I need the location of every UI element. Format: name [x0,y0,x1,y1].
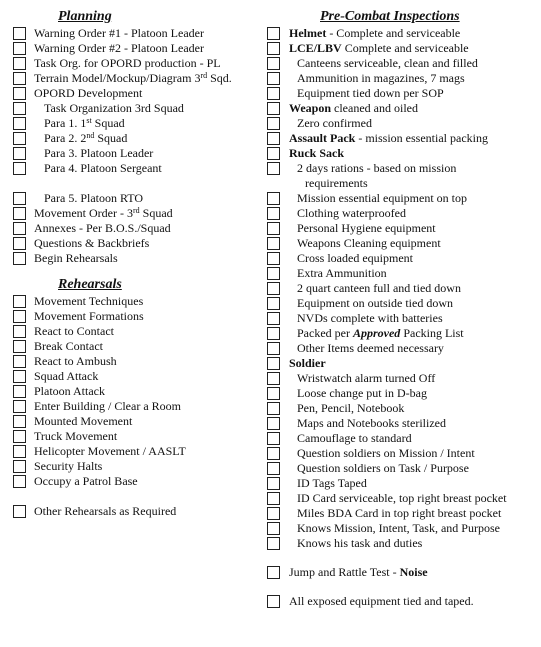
item-text-part: Maps and Notebooks sterilized [297,416,446,430]
item-label [297,476,367,491]
checkbox[interactable] [267,237,280,250]
item-label [297,296,453,311]
item-text-part: Squad Attack [34,369,99,383]
checkbox[interactable] [13,340,26,353]
item-label [34,339,103,354]
item-label [44,101,184,116]
item-text-part: LCE/LBV [289,41,342,55]
checkbox[interactable] [267,192,280,205]
checklist-item [267,594,537,609]
checkbox[interactable] [13,27,26,40]
checklist-item [267,221,537,236]
item-label [297,161,456,176]
checklist-item [267,236,537,251]
checkbox[interactable] [13,117,26,130]
checkbox[interactable] [267,417,280,430]
item-text-part: OPORD Development [34,86,143,100]
extra-list [267,565,537,609]
item-label [34,384,105,399]
item-text-part: React to Ambush [34,354,117,368]
checkbox[interactable] [13,237,26,250]
rehearsals-list [13,294,268,519]
checklist-item [267,431,537,446]
checkbox[interactable] [267,282,280,295]
item-label [289,26,460,41]
checkbox[interactable] [13,325,26,338]
left-column [13,8,268,519]
item-label [297,461,469,476]
checklist-item [13,309,268,324]
checklist-item [267,326,537,341]
item-text-part: Question soldiers on Mission / Intent [297,446,475,460]
checkbox[interactable] [13,252,26,265]
item-label [289,594,474,609]
item-text-part: Para 2. 2 [44,131,87,145]
item-text-part: Miles BDA Card in top right breast pocket [297,506,502,520]
checkbox[interactable] [267,132,280,145]
checkbox[interactable] [13,385,26,398]
item-text-part: Helmet [289,26,327,40]
checklist-item [13,146,268,161]
item-label [297,251,413,266]
item-text-part: ID Card serviceable, top right breast pocket [297,491,507,505]
checklist-item [267,176,537,191]
checkbox[interactable] [13,475,26,488]
item-label [297,371,435,386]
item-label [289,356,326,371]
checkbox[interactable] [13,207,26,220]
item-label [34,459,102,474]
checkbox[interactable] [13,42,26,55]
item-label [289,131,488,146]
item-text-part: React to Contact [34,324,114,338]
checkbox[interactable] [267,447,280,460]
checkbox[interactable] [267,507,280,520]
item-text-part: ID Tags Taped [297,476,367,490]
item-text-part: Para 5. Platoon RTO [44,191,144,205]
item-text-part: Para 3. Platoon Leader [44,146,154,160]
checkbox[interactable] [267,462,280,475]
item-text-part: Mounted Movement [34,414,133,428]
item-label [297,86,444,101]
item-label [34,56,221,71]
item-label [34,474,138,489]
item-label [34,86,142,101]
item-text-part: rd [200,71,208,80]
checklist-item [267,131,537,146]
item-text-part: Platoon Attack [34,384,105,398]
checklist-item [267,41,537,56]
item-text-part: Begin Rehearsals [34,251,118,265]
checkbox[interactable] [267,566,280,579]
item-label [289,146,344,161]
checklist-item [13,384,268,399]
item-label [297,386,427,401]
checklist-item [13,429,268,444]
item-text-part: Enter Building / Clear a Room [34,399,181,413]
item-label [289,565,428,580]
checkbox[interactable] [13,102,26,115]
checkbox[interactable] [267,327,280,340]
item-label [297,236,441,251]
checkbox[interactable] [267,207,280,220]
item-label [34,251,118,266]
checklist-item [267,491,537,506]
checklist-item [267,116,537,131]
checkbox[interactable] [267,72,280,85]
checklist-item [13,161,268,176]
checkbox[interactable] [267,102,280,115]
checkbox[interactable] [13,430,26,443]
item-text-part: Knows Mission, Intent, Task, and Purpose [297,521,500,535]
checklist-item [13,101,268,116]
item-text-part: Personal Hygiene equipment [297,221,436,235]
checklist-item [13,251,268,266]
checkbox[interactable] [267,162,280,175]
item-text-part: Complete and serviceable [341,41,469,55]
item-label [34,504,176,519]
item-text-part: cleaned and oiled [331,101,418,115]
item-text-part: Task Organization 3rd Squad [44,101,184,115]
checkbox[interactable] [267,87,280,100]
checkbox[interactable] [13,87,26,100]
checklist-item [13,206,268,221]
item-text-part: 2 days rations - based on mission [297,161,457,175]
checklist-item [13,339,268,354]
item-text-part: Squad [91,116,125,130]
checklist-item [267,71,537,86]
item-text-part: Noise [399,565,428,579]
item-label [297,536,422,551]
checkbox[interactable] [267,595,280,608]
checkbox[interactable] [267,477,280,490]
checklist-item [267,356,537,371]
item-label [297,416,446,431]
item-text-part: Squad [94,131,128,145]
checklist-item [267,101,537,116]
planning-heading: Planning [58,9,112,24]
checklist-item [13,399,268,414]
item-text-part: Question soldiers on Task / Purpose [297,461,469,475]
rehearsals-heading: Rehearsals [58,277,122,292]
checklist-item [267,206,537,221]
checklist-item [267,401,537,416]
checklist-item [267,476,537,491]
item-text-part: Movement Order - 3 [34,206,133,220]
item-text-part: Camouflage to standard [297,431,412,445]
item-text-part: - mission essential packing [355,131,488,145]
checkbox[interactable] [267,267,280,280]
item-text-part: All exposed equipment tied and taped. [289,594,474,608]
checklist-item [267,266,537,281]
checkbox[interactable] [13,505,26,518]
item-label [34,206,173,221]
item-label [297,326,464,341]
item-text-part: Extra Ammunition [297,266,387,280]
item-text-part: Clothing waterproofed [297,206,406,220]
checkbox[interactable] [267,147,280,160]
checkbox[interactable] [267,387,280,400]
item-text-part: nd [86,131,95,140]
item-label [297,56,478,71]
item-text-part: Para 1. 1 [44,116,87,130]
item-label [297,71,465,86]
item-text-part: Assault Pack [289,131,356,145]
item-label [44,146,153,161]
checkbox[interactable] [13,147,26,160]
checkbox[interactable] [267,312,280,325]
item-label [297,341,444,356]
item-text-part: Packed per [297,326,353,340]
item-text-part: Truck Movement [34,429,118,443]
checklist-item [267,296,537,311]
checklist-item [13,26,268,41]
item-text-part: Pen, Pencil, Notebook [297,401,405,415]
item-label [297,521,500,536]
item-text-part: - Complete and serviceable [326,26,461,40]
item-label [297,311,443,326]
checklist-item [13,191,268,206]
checklist-item [267,521,537,536]
checkbox[interactable] [267,342,280,355]
item-text-part: Weapon [289,101,332,115]
item-text-part: st [86,116,92,125]
item-text-part: Ammunition in magazines, 7 mags [297,71,465,85]
item-text-part: Movement Techniques [34,294,144,308]
checkbox[interactable] [13,370,26,383]
item-text-part: Helicopter Movement / AASLT [34,444,186,458]
item-label [297,206,406,221]
checklist-item [267,565,537,580]
item-label [297,266,387,281]
checkbox[interactable] [267,117,280,130]
checklist-item [13,131,268,146]
item-text-part: Other Items deemed necessary [297,341,444,355]
checkbox[interactable] [13,310,26,323]
item-text-part: Knows his task and duties [297,536,423,550]
item-label [297,281,461,296]
item-label [34,309,144,324]
item-label [297,491,507,506]
item-text-part: Annexes - Per B.O.S./Squad [34,221,171,235]
item-label [34,414,132,429]
checkbox[interactable] [267,222,280,235]
item-text-part: Loose change put in D-bag [297,386,427,400]
item-text-part: Approved [352,326,401,340]
item-text-part: Jump and Rattle Test - [289,565,400,579]
item-text-part: Ruck Sack [289,146,345,160]
item-label [34,71,232,86]
item-label [297,431,412,446]
checklist-item [267,86,537,101]
item-label [44,161,162,176]
checklist-item [13,221,268,236]
item-label [34,399,181,414]
item-label [289,101,418,116]
item-label [297,221,436,236]
checklist-item [13,86,268,101]
item-text-part: Squad [139,206,173,220]
checkbox[interactable] [267,402,280,415]
checkbox[interactable] [267,297,280,310]
item-text-part: Security Halts [34,459,103,473]
item-text-part: Sqd. [207,71,232,85]
checklist-item [13,324,268,339]
item-text-part: Break Contact [34,339,103,353]
item-label [297,401,404,416]
checkbox[interactable] [13,72,26,85]
item-label [34,324,114,339]
checklist-item [13,459,268,474]
item-text-part: Equipment tied down per SOP [297,86,444,100]
checkbox[interactable] [267,27,280,40]
checklist-item [267,146,537,161]
checklist-item [13,41,268,56]
item-text-part: rd [132,206,140,215]
checklist-item [267,371,537,386]
item-label [44,131,127,146]
checklist-item [267,191,537,206]
checkbox[interactable] [13,162,26,175]
item-label [34,369,98,384]
item-text-part: requirements [305,176,368,190]
planning-list [13,26,268,266]
right-column [267,8,537,609]
item-text-part: Canteens serviceable, clean and filled [297,56,478,70]
item-label [305,176,368,191]
checklist-item [267,56,537,71]
checklist-item [13,414,268,429]
checkbox[interactable] [267,57,280,70]
checklist-item [267,26,537,41]
item-label [34,221,171,236]
item-label [34,354,117,369]
item-label [297,506,501,521]
item-text-part: Equipment on outside tied down [297,296,453,310]
checklist-item [267,311,537,326]
checklist-item [13,116,268,131]
item-text-part: Questions & Backbriefs [34,236,150,250]
item-label [297,191,467,206]
checkbox[interactable] [13,460,26,473]
checkbox[interactable] [13,57,26,70]
item-text-part: Occupy a Patrol Base [34,474,138,488]
checklist-item [13,474,268,489]
checkbox[interactable] [13,295,26,308]
checklist-item [267,461,537,476]
checklist-item [267,416,537,431]
item-text-part: Cross loaded equipment [297,251,413,265]
item-text-part: Packing List [400,326,464,340]
item-text-part: Warning Order #2 - Platoon Leader [34,41,204,55]
item-label [297,446,475,461]
item-text-part: Movement Formations [34,309,144,323]
checklist-item [267,446,537,461]
checklist-item [267,386,537,401]
item-text-part: Mission essential equipment on top [297,191,467,205]
checkbox[interactable] [13,445,26,458]
checklist-item [13,369,268,384]
item-text-part: Task Org. for OPORD production - PL [34,56,221,70]
checklist-item [13,176,268,191]
checklist-item [267,506,537,521]
item-label [34,26,204,41]
checklist-item [267,281,537,296]
item-text-part: Zero confirmed [297,116,372,130]
item-label [44,191,143,206]
item-text-part: Terrain Model/Mockup/Diagram 3 [34,71,201,85]
item-text-part: Soldier [289,356,326,370]
checklist-item [13,56,268,71]
checkbox[interactable] [13,415,26,428]
checklist-item [267,536,537,551]
item-text-part: Para 4. Platoon Sergeant [44,161,162,175]
checkbox[interactable] [267,42,280,55]
checkbox[interactable] [267,252,280,265]
item-label [34,444,186,459]
item-text-part: Weapons Cleaning equipment [297,236,441,250]
item-label [297,116,372,131]
checkbox[interactable] [13,192,26,205]
inspections-heading: Pre-Combat Inspections [320,9,460,24]
item-label [34,294,143,309]
checklist-item [13,489,268,504]
checkbox[interactable] [267,432,280,445]
checklist-item [13,354,268,369]
item-label [289,41,469,56]
checkbox[interactable] [267,492,280,505]
checklist-item [267,341,537,356]
checkbox[interactable] [267,357,280,370]
checkbox[interactable] [267,372,280,385]
item-text-part: Warning Order #1 - Platoon Leader [34,26,204,40]
item-text-part: 2 quart canteen full and tied down [297,281,461,295]
checkbox[interactable] [13,222,26,235]
item-label [34,236,149,251]
checkbox[interactable] [13,132,26,145]
checkbox[interactable] [267,537,280,550]
checklist-item [13,504,268,519]
inspections-list [267,26,537,551]
checklist-item [13,236,268,251]
checklist-item [13,294,268,309]
checklist-item [267,251,537,266]
checklist-item [13,71,268,86]
item-label [34,41,204,56]
checklist-item [267,161,537,176]
checkbox[interactable] [13,400,26,413]
item-text-part: Other Rehearsals as Required [34,504,177,518]
item-text-part: NVDs complete with batteries [297,311,443,325]
item-label [44,116,125,131]
checkbox[interactable] [267,522,280,535]
item-label [34,429,117,444]
checkbox[interactable] [13,355,26,368]
item-text-part: Wristwatch alarm turned Off [297,371,436,385]
checklist-item [13,444,268,459]
